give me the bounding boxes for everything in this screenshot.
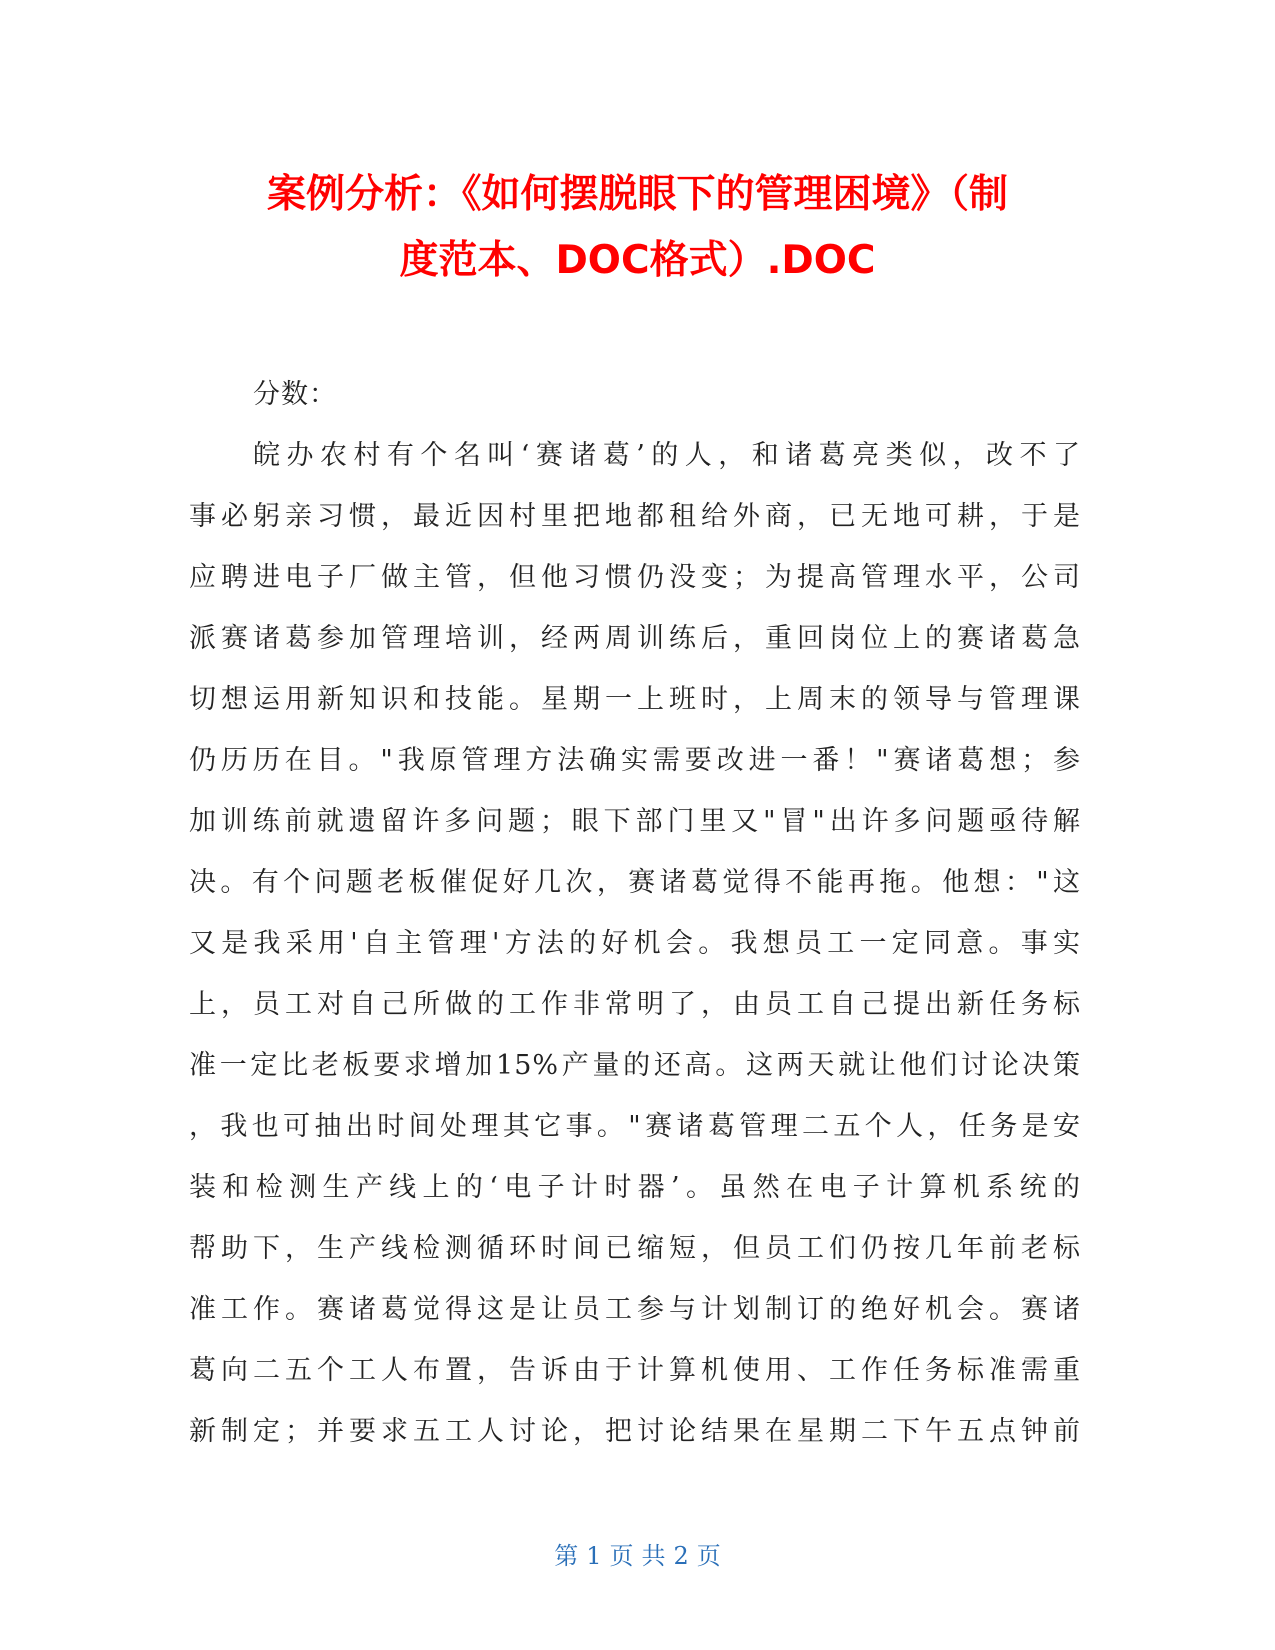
paragraph [189, 425, 1081, 1462]
paragraph-line: 上，员工对自己所做的工作非常明了，由员工自己提出新任务标 [189, 989, 1081, 1020]
footer-total-suffix: 页 [696, 1542, 721, 1570]
footer-page-suffix: 页 [609, 1542, 634, 1570]
paragraph-line: 帮助下，生产线检测循环时间已缩短，但员工们仍按几年前老标 [189, 1233, 1081, 1264]
paragraph-line: 加训练前就遗留许多问题；眼下部门里又"冒"出许多问题亟待解 [189, 806, 1081, 837]
paragraph-line: 准工作。赛诸葛觉得这是让员工参与计划制订的绝好机会。赛诸 [189, 1294, 1081, 1325]
paragraph-line: 装和检测生产线上的‘电子计时器’。虽然在电子计算机系统的 [189, 1172, 1081, 1203]
footer-current-page: 1 [586, 1542, 602, 1570]
document-title [150, 162, 1125, 294]
footer-total-pages: 2 [673, 1542, 689, 1570]
score-label: 分数： [253, 379, 337, 410]
page-footer [0, 1541, 1275, 1571]
title-line-1: 案例分析：《如何摆脱眼下的管理困境》（制 [266, 172, 1008, 217]
paragraph-line: 事必躬亲习惯，最近因村里把地都租给外商，已无地可耕，于是 [189, 501, 1081, 532]
paragraph-line: 决。有个问题老板催促好几次，赛诸葛觉得不能再拖。他想："这 [189, 867, 1081, 898]
paragraph-line: 皖办农村有个名叫‘赛诸葛’的人，和诸葛亮类似，改不了 [253, 440, 1081, 471]
paragraph-line: 又是我采用'自主管理'方法的好机会。我想员工一定同意。事实 [189, 928, 1081, 959]
paragraph-line: 新制定；并要求五工人讨论，把讨论结果在星期二下午五点钟前 [189, 1416, 1081, 1447]
paragraph-line: ，我也可抽出时间处理其它事。"赛诸葛管理二五个人，任务是安 [189, 1111, 1081, 1142]
paragraph-line: 应聘进电子厂做主管，但他习惯仍没变；为提高管理水平，公司 [189, 562, 1081, 593]
footer-page-word: 第 [554, 1542, 579, 1570]
paragraph-line: 切想运用新知识和技能。星期一上班时，上周末的领导与管理课 [189, 684, 1081, 715]
footer-total-word: 共 [641, 1542, 666, 1570]
paragraph-line: 派赛诸葛参加管理培训，经两周训练后，重回岗位上的赛诸葛急 [189, 623, 1081, 654]
document-body [189, 364, 1081, 1462]
paragraph-line: 葛向二五个工人布置，告诉由于计算机使用、工作任务标准需重 [189, 1355, 1081, 1386]
title-line-2: 度范本、DOC格式）.DOC [399, 238, 876, 283]
paragraph-line: 准一定比老板要求增加15%产量的还高。这两天就让他们讨论决策 [189, 1050, 1081, 1081]
paragraph-line: 仍历历在目。"我原管理方法确实需要改进一番！"赛诸葛想；参 [189, 745, 1081, 776]
